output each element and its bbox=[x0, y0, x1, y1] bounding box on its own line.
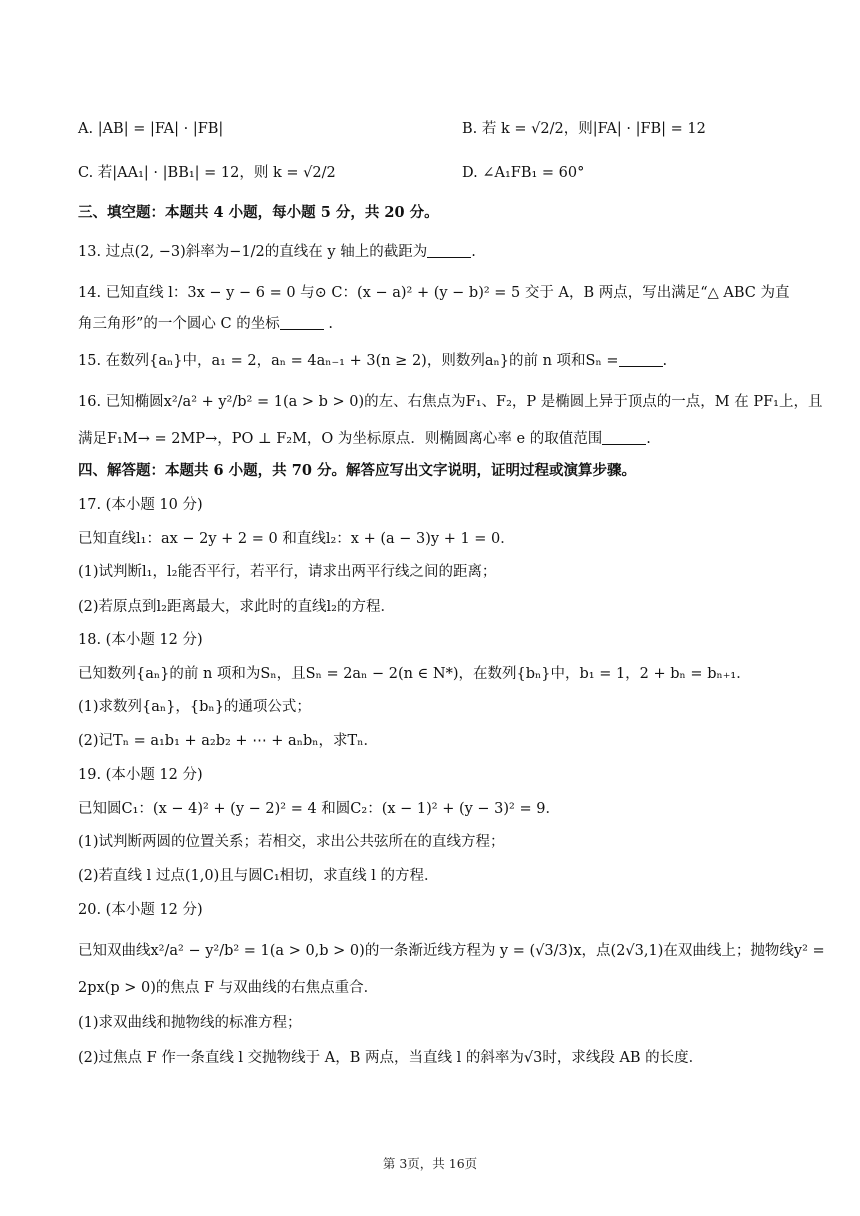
question-20-part-2: (2)过焦点 F 作一条直线 l 交抛物线于 A，B 两点，当直线 l 的斜率为√3时，求线段 AB 的长度． bbox=[78, 1050, 704, 1066]
option-c: C. 若|AA₁| · |BB₁| = 12，则 k = √2/2 bbox=[78, 165, 336, 181]
page-footer: 第 3页，共 16页 bbox=[382, 1156, 478, 1171]
question-16-line-1: 16. 已知椭圆x²/a² + y²/b² = 1(a > b > 0)的左、右焦点为F₁、F₂，P 是椭圆上异于顶点的一点，M 在 PF₁上，且 bbox=[78, 394, 823, 410]
question-18-part-1: (1)求数列{aₙ}，{bₙ}的通项公式； bbox=[78, 699, 311, 715]
question-16-end: . bbox=[646, 431, 651, 447]
question-19-part-1: (1)试判断两圆的位置关系；若相交，求出公共弦所在的直线方程； bbox=[78, 834, 505, 850]
question-19-part-2: (2)若直线 l 过点(1,0)且与圆C₁相切，求直线 l 的方程． bbox=[78, 868, 439, 884]
question-18-stem: 已知数列{aₙ}的前 n 项和为Sₙ，且Sₙ = 2aₙ − 2(n ∈ N*)，在数列{bₙ}中，b₁ = 1，2 + bₙ = bₙ₊₁． bbox=[78, 666, 751, 682]
question-20-stem-line-1: 已知双曲线x²/a² − y²/b² = 1(a > 0,b > 0)的一条渐近线方程为 y = (√3/3)x，点(2√3,1)在双曲线上；抛物线y² = bbox=[78, 943, 825, 959]
question-15-end: . bbox=[662, 353, 668, 369]
question-16-text: 满足F₁M→ = 2MP→，PO ⊥ F₂M，O 为坐标原点．则椭圆离心率 e 的取值范围 bbox=[78, 431, 603, 447]
answer-blank bbox=[619, 352, 663, 367]
question-14-line-1: 14. 已知直线 l：3x − y − 6 = 0 与⊙ C：(x − a)² + (y − b)² = 5 交于 A，B 两点，写出满足“△ ABC 为直 bbox=[78, 285, 790, 301]
question-18-title: 18. (本小题 12 分) bbox=[78, 632, 203, 648]
question-14-end: . bbox=[323, 316, 333, 332]
question-13-end: . bbox=[471, 244, 476, 260]
question-15-text: 15. 在数列{aₙ}中，a₁ = 2，aₙ = 4aₙ₋₁ + 3(n ≥ 2)，则数列aₙ}的前 n 项和Sₙ = bbox=[78, 353, 619, 369]
question-12-options-row-2 bbox=[78, 163, 790, 183]
section-3-heading: 三、填空题：本题共 4 小题，每小题 5 分，共 20 分。 bbox=[78, 204, 439, 221]
option-b: B. 若 k = √2/2，则|FA| · |FB| = 12 bbox=[462, 121, 706, 137]
option-d: D. ∠A₁FB₁ = 60° bbox=[462, 165, 585, 181]
question-17-stem: 已知直线l₁：ax − 2y + 2 = 0 和直线l₂：x + (a − 3)y + 1 = 0． bbox=[78, 531, 515, 547]
option-a: A. |AB| = |FA| · |FB| bbox=[78, 121, 224, 137]
answer-blank bbox=[280, 315, 324, 330]
question-17-part-1: (1)试判断l₁，l₂能否平行，若平行，请求出两平行线之间的距离； bbox=[78, 564, 497, 580]
question-20-part-1: (1)求双曲线和抛物线的标准方程； bbox=[78, 1015, 302, 1031]
question-20-title: 20. (本小题 12 分) bbox=[78, 902, 203, 918]
question-14-text: 角三角形”的一个圆心 C 的坐标 bbox=[78, 316, 280, 332]
question-13-text: 13. 过点(2, −3)斜率为−1/2的直线在 y 轴上的截距为 bbox=[78, 244, 428, 260]
question-18-part-2: (2)记Tₙ = a₁b₁ + a₂b₂ + ⋯ + aₙbₙ，求Tₙ． bbox=[78, 733, 378, 749]
question-17-part-2: (2)若原点到l₂距离最大，求此时的直线l₂的方程． bbox=[78, 599, 395, 615]
question-13 bbox=[78, 242, 790, 262]
question-19-stem: 已知圆C₁：(x − 4)² + (y − 2)² = 4 和圆C₂：(x − 1)² + (y − 3)² = 9． bbox=[78, 801, 560, 817]
question-14-line-2 bbox=[78, 314, 790, 334]
answer-blank bbox=[427, 243, 471, 258]
answer-blank bbox=[602, 430, 646, 445]
question-16-line-2 bbox=[78, 429, 790, 449]
question-20-stem-line-2: 2px(p > 0)的焦点 F 与双曲线的右焦点重合． bbox=[78, 980, 379, 996]
question-17-title: 17. (本小题 10 分) bbox=[78, 497, 203, 513]
question-12-options-row-1 bbox=[78, 119, 790, 139]
section-4-heading: 四、解答题：本题共 6 小题，共 70 分。解答应写出文字说明，证明过程或演算步骤。 bbox=[78, 462, 636, 479]
question-15 bbox=[78, 351, 790, 371]
question-19-title: 19. (本小题 12 分) bbox=[78, 767, 203, 783]
